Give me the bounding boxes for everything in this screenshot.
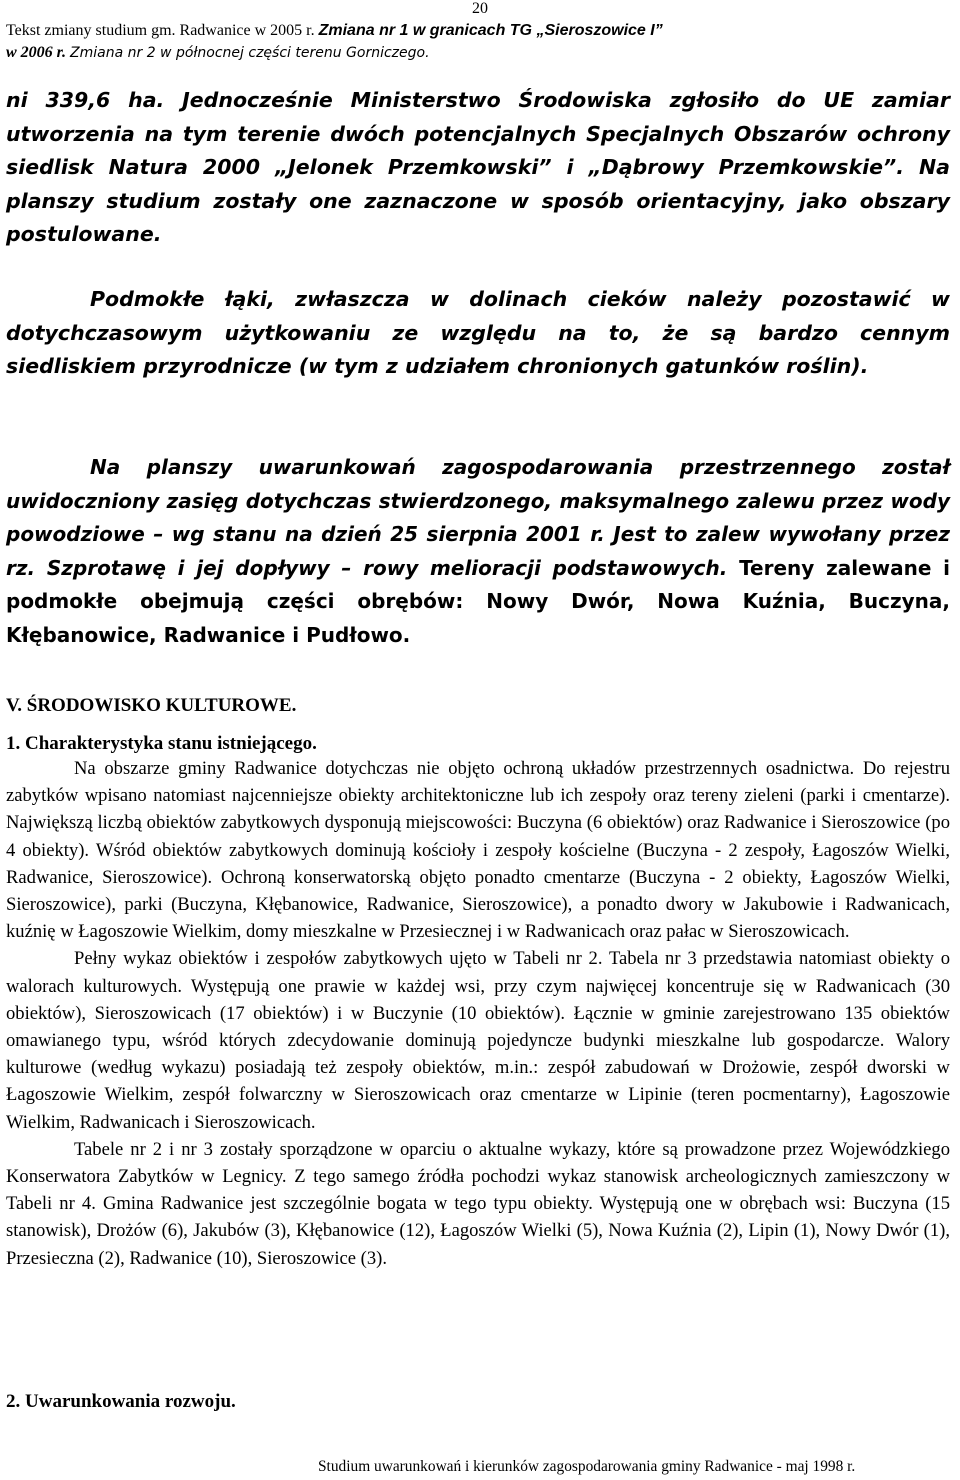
subsection-1-block — [6, 732, 950, 756]
section-heading: V. ŚRODOWISKO KULTUROWE. — [6, 695, 297, 716]
flood-paragraph — [6, 451, 950, 653]
header-text-1: Tekst zmiany studium gm. Radwanice w 2005 r. — [6, 22, 319, 39]
header-text-2: Zmiana nr 1 w granicach TG „Sieroszowice I” — [318, 22, 663, 39]
page-number: 20 — [472, 0, 488, 17]
body-paragraph-1: Na obszarze gminy Radwanice dotychczas nie objęto ochroną układów przestrzennych osadnictwa. Do rejestru zabytków wpisano natomiast najcenniejsze obiekty architektoniczne lub ich zespoły oraz tereny zieleni (parki i cmentarze). Największą liczbą obiektów zabytkowych dysponują miejscowości: Buczyna (6 obiektów) oraz Radwanice i Sieroszowice (po 4 obiekty). Wśród obiektów zabytkowych dominują kościoły i zespoły kościelne (Buczyna - 2 zespoły, Łagoszów Wielki, Radwanice, Sieroszowice). Ochroną konserwatorską objęto ponadto cmentarze (Buczyna - 2 obiekty, Łagoszów Wielki, Sieroszowice), parki (Buczyna, Kłębanowice, Radwanice, Sieroszowice), a ponadto dwory w Jakubowie i Radwanicach, kuźnię w Łagoszowie Wielkim, domy mieszkalne w Przesiecznej i w Radwanicach oraz pałac w Sieroszowicach. — [6, 758, 950, 943]
header-text-4: Zmiana nr 2 w północnej części terenu Gorniczego. — [70, 45, 430, 61]
header-text-3: w 2006 r. — [6, 44, 71, 61]
wetlands-paragraph-block — [6, 283, 950, 384]
subsection-1-heading: 1. Charakterystyka stanu istniejącego. — [6, 733, 317, 754]
subsection-2-block — [6, 1390, 950, 1414]
body-paragraph-2: Pełny wykaz obiektów i zespołów zabytkowych ujęto w Tabeli nr 2. Tabela nr 3 przedstawia natomiast obiekty o walorach kulturowych. Występują one prawie w każdej wsi, przy czym najwięcej koncentruje się w Radwanicach (30 obiektów), Sieroszowicach (17 obiektów) i w Buczynie (10 obiektów). Łącznie w gminie zarejestrowano 135 obiektów omawianego typu, wśród których zdecydowanie dominują pojedyncze budynki mieszkalne lub gospodarcze. Walory kulturowe (według wykazu) posiadają też zespoły obiektów, m.in.: zespół zabudowań w Drożowie, zespół dworski w Łagoszowie Wielkim, zespół folwarczny w Sieroszowicach oraz cmentarze w Lipinie (teren pocmentarny), Łagoszowie Wielkim, Radwanicach i Sieroszowicach. — [6, 948, 950, 1133]
flood-paragraph-italic: Na planszy uwarunkowań zagospodarowania przestrzennego został uwidoczniony zasięg dotychczas stwierdzonego, maksymalnego zalewu przez wody powodziowe – wg stanu na dzień 25 sierpnia 2001 r. Jest to zalew wywołany przez rz. Szprotawę i jej dopływy – rowy melioracji podstawowych. — [6, 455, 950, 580]
subsection-2-heading: 2. Uwarunkowania rozwoju. — [6, 1391, 236, 1412]
body-paragraph-3: Tabele nr 2 i nr 3 zostały sporządzone w oparciu o aktualne wykazy, które są prowadzone przez Wojewódzkiego Konserwatora Zabytków w Legnicy. Z tego samego źródła pochodzi wykaz stanowisk archeologicznych zamieszczony w Tabeli nr 4. Gmina Radwanice jest szczególnie bogata w tego typu obiekty. Występują one w obrębach wsi: Buczyna (15 stanowisk), Drożów (6), Jakubów (3), Kłębanowice (12), Łagoszów Wielki (5), Nowa Kuźnia (2), Lipin (1), Nowy Dwór (1), Przesieczna (2), Radwanice (10), Sieroszowice (3). — [6, 1138, 950, 1269]
natura-paragraph: ni 339,6 ha. Jednocześnie Ministerstwo Środowiska zgłosiło do UE zamiar utworzenia na tym terenie dwóch potencjalnych Specjalnych Obszarów ochrony siedlisk Natura 2000 „Jelonek Przemkowski” i „Dąbrowy Przemkowskie”. Na planszy studium zostały one zaznaczone w sposób orientacyjny, jako obszary postulowane. — [6, 88, 950, 247]
page-header — [6, 20, 946, 64]
body-text-block — [6, 755, 950, 1272]
page-footer: Studium uwarunkowań i kierunków zagospodarowania gminy Radwanice - maj 1998 r. — [318, 1458, 856, 1475]
flood-paragraph-block — [6, 451, 950, 653]
section-v-block — [6, 694, 950, 718]
flood-paragraph-regular: Tereny zalewane i podmokłe obejmują części obrębów: Nowy Dwór, Nowa Kuźnia, Buczyna, Kłębanowice, Radwanice i Pudłowo. — [6, 555, 950, 647]
wetlands-paragraph: Podmokłe łąki, zwłaszcza w dolinach cieków należy pozostawić w dotychczasowym użytkowaniu ze względu na to, że są bardzo cennym siedliskiem przyrodnicze (w tym z udziałem chronionych gatunków roślin). — [6, 287, 950, 379]
natura-paragraph-block — [6, 84, 950, 252]
